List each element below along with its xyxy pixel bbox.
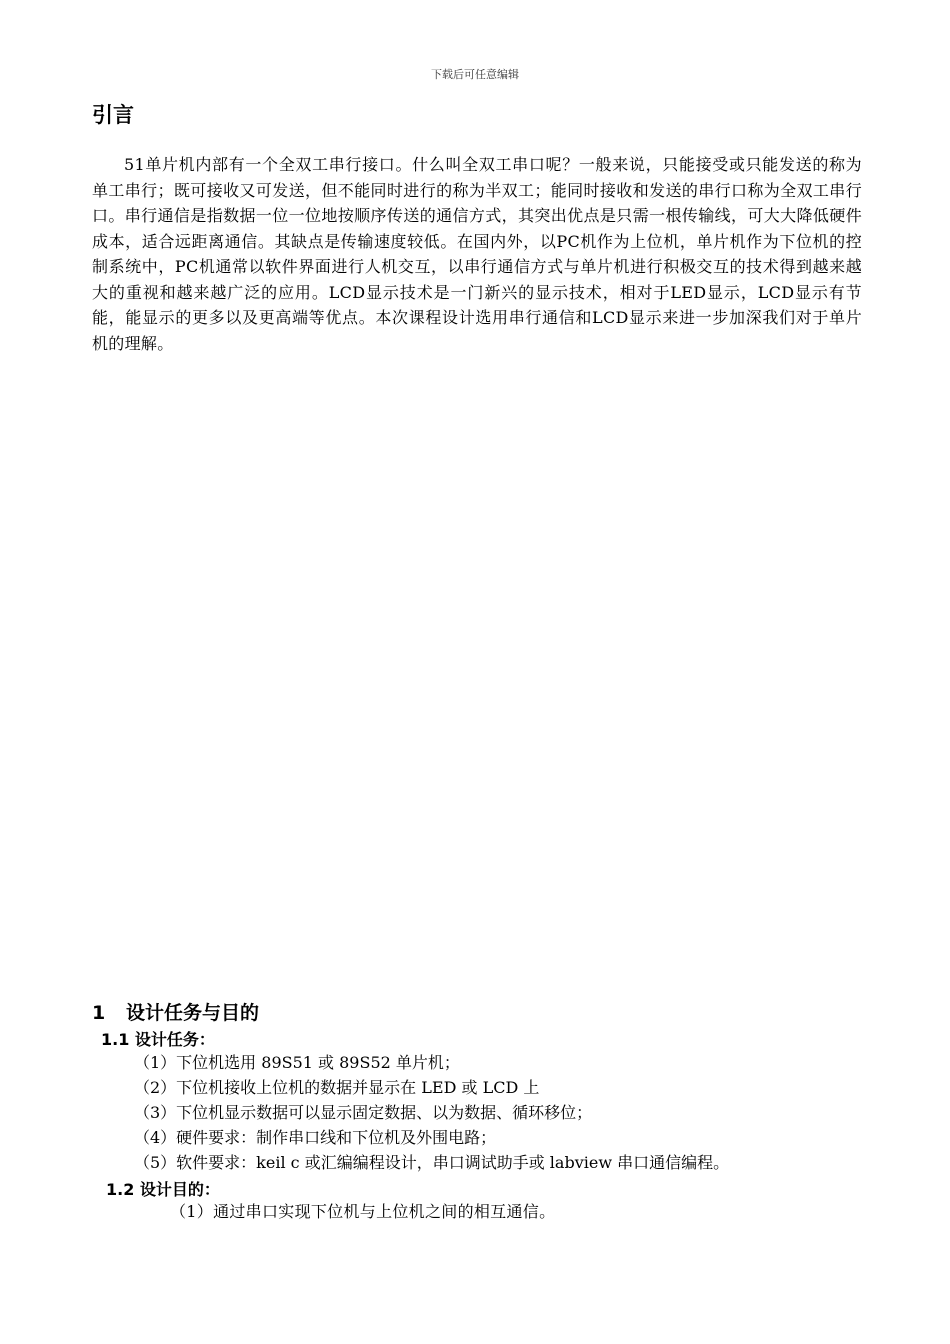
task-item: （2）下位机接收上位机的数据并显示在 LED 或 LCD 上	[134, 1078, 540, 1097]
section-1-title: 设计任务与目的	[126, 1002, 260, 1024]
task-item: （4）硬件要求：制作串口线和下位机及外围电路；	[134, 1128, 497, 1147]
intro-heading: 引言	[92, 103, 134, 127]
task-list	[134, 1050, 729, 1175]
header-note: 下载后可任意编辑	[431, 68, 519, 81]
section-1-heading	[92, 998, 259, 1025]
section-1-number: 1	[92, 1002, 106, 1024]
subsection-1-2-heading: 1.2 设计目的：	[106, 1180, 220, 1199]
task-item: （5）软件要求：keil c 或汇编编程设计，串口调试助手或 labview 串口通信编程。	[134, 1153, 730, 1172]
task-item: （1）下位机选用 89S51 或 89S52 单片机；	[134, 1053, 460, 1072]
task-item: （3）下位机显示数据可以显示固定数据、以为数据、循环移位；	[134, 1103, 593, 1122]
goal-item: （1）通过串口实现下位机与上位机之间的相互通信。	[170, 1202, 556, 1221]
subsection-1-1-heading: 1.1 设计任务：	[101, 1030, 215, 1049]
intro-paragraph: 51单片机内部有一个全双工串行接口。什么叫全双工串口呢？一般来说，只能接受或只能发送的称为单工串行；既可接收又可发送，但不能同时进行的称为半双工；能同时接收和发送的串行口称为全双工串行口。串行通信是指数据一位一位地按顺序传送的通信方式，其突出优点是只需一根传输线，可大大降低硬件成本，适合远距离通信。其缺点是传输速度较低。在国内外，以PC机作为上位机，单片机作为下位机的控制系统中，PC机通常以软件界面进行人机交互，以串行通信方式与单片机进行积极交互的技术得到越来越大的重视和越来越广泛的应用。LCD显示技术是一门新兴的显示技术，相对于LED显示，LCD显示有节能，能显示的更多以及更高端等优点。本次课程设计选用串行通信和LCD显示来进一步加深我们对于单片机的理解。	[92, 155, 862, 353]
goal-list	[170, 1199, 555, 1224]
